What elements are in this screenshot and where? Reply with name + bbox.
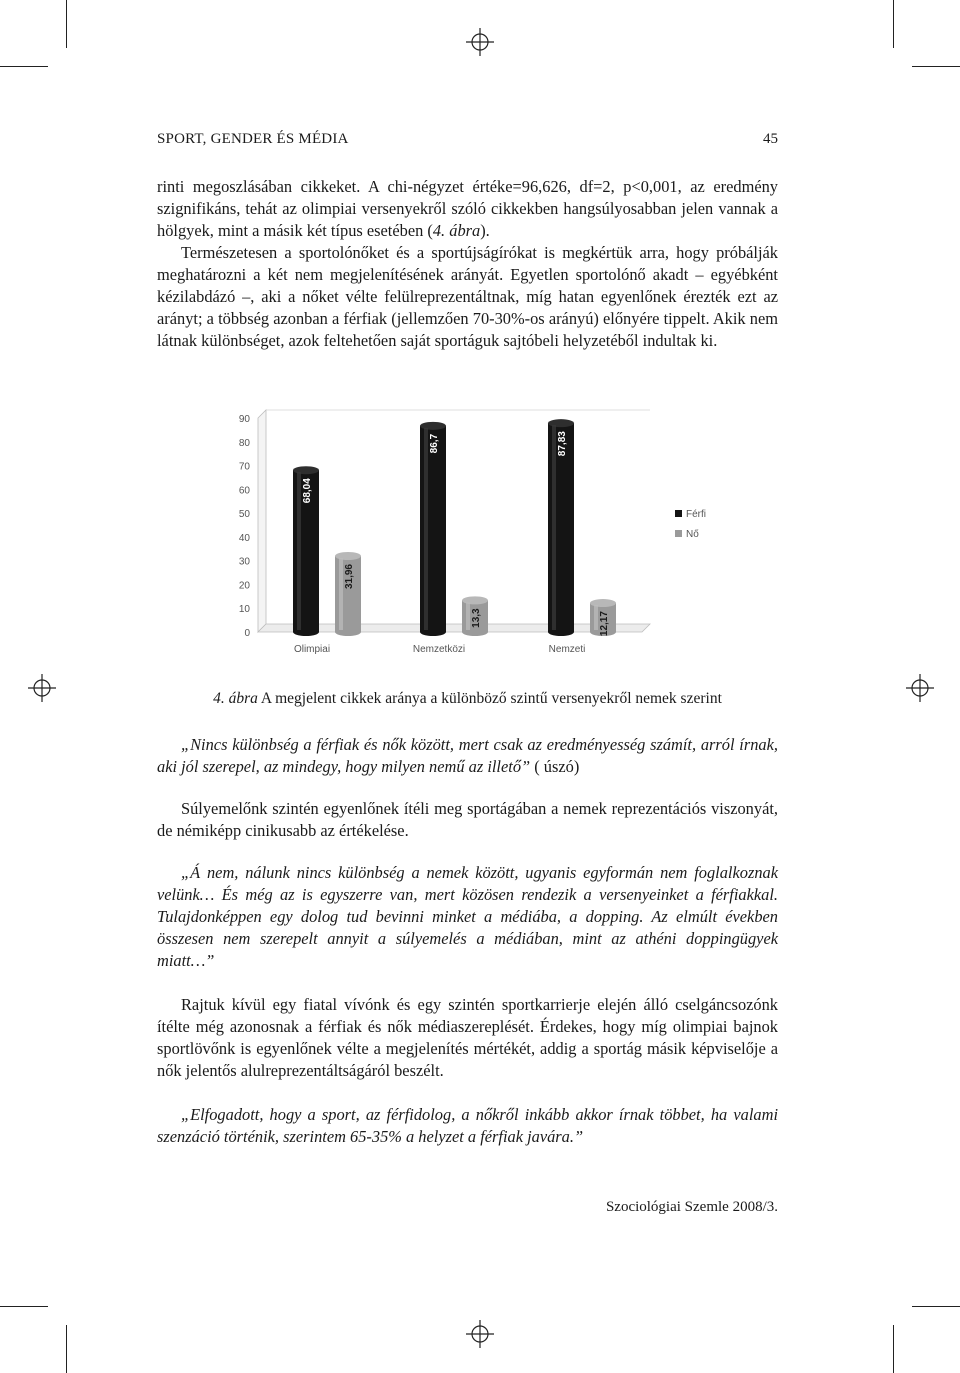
bar-top (462, 596, 488, 604)
paragraph-text: ). (480, 221, 490, 240)
bar-top (420, 422, 446, 430)
chart-bars (293, 419, 616, 636)
bar-nő (590, 599, 616, 636)
data-label: 86,7 (429, 433, 440, 454)
bar-base (548, 628, 574, 636)
crop-mark (0, 1306, 48, 1307)
quote-attribution: ( úszó) (530, 757, 580, 776)
bar-top (335, 552, 361, 560)
legend-label: Férfi (686, 509, 706, 520)
data-label: 12,17 (599, 611, 610, 637)
legend-label: Nő (686, 529, 699, 540)
paragraph: Rajtuk kívül egy fiatal vívónk és egy szintén sportkarrierje elején álló cselgáncsozónk ítélte még azonosnak a férfiak és nők médiaszereplését. Érdekes, hogy míg olimpiai bajnok sportlövőnk is egyenlőnek vélte a megjelenítés mértékét, addig a sportág másik képviselője a nők jelentős alulreprezentáltságáról beszélt. (157, 995, 778, 1080)
crop-mark (912, 66, 960, 67)
y-tick-label: 30 (238, 556, 250, 568)
bar-nő (335, 552, 361, 636)
bar-highlight (297, 472, 301, 630)
data-label: 13,3 (471, 608, 482, 628)
bar-férfi (420, 422, 446, 636)
bar-highlight (552, 425, 556, 630)
crop-mark (912, 1306, 960, 1307)
bar-body (420, 426, 446, 632)
crop-mark (0, 66, 48, 67)
y-tick-label: 20 (238, 580, 250, 592)
data-label: 68,04 (302, 478, 313, 504)
figure-caption-text: A megjelent cikkek aránya a különböző szintű versenyekről nemek szerint (257, 690, 722, 707)
bar-base (462, 628, 488, 636)
legend (675, 509, 706, 540)
quote: „Elfogadott, hogy a sport, az férfidolog, a nőkről inkább akkor írnak többet, ha valami szenzáció történik, szerintem 65-35% a helyzet a férfiak javára.” (157, 1105, 778, 1146)
paragraph: Súlyemelőnk szintén egyenlőnek ítéli meg sportágában a nemek reprezentációs viszonyát, de némiképp cinikusabb az értékelése. (157, 799, 778, 840)
y-tick-label: 10 (238, 604, 250, 616)
y-tick-label: 70 (238, 461, 250, 473)
crop-mark (893, 0, 894, 48)
quote (157, 734, 778, 778)
y-tick-label: 50 (238, 509, 250, 521)
data-label: 31,96 (344, 564, 355, 590)
bar-chart (220, 405, 740, 665)
bar-highlight (466, 602, 470, 630)
bar-base (293, 628, 319, 636)
x-axis-labels (294, 644, 585, 655)
y-tick-label: 90 (238, 414, 250, 425)
registration-mark-icon (906, 674, 934, 702)
crop-mark (66, 1325, 67, 1373)
data-label: 87,83 (557, 431, 568, 457)
crop-mark (893, 1325, 894, 1373)
y-tick-label: 40 (238, 532, 250, 544)
registration-mark-icon (28, 674, 56, 702)
x-tick-label: Nemzeti (548, 644, 586, 655)
y-tick-label: 0 (244, 628, 250, 639)
legend-swatch (675, 510, 682, 517)
bar-base (420, 628, 446, 636)
paragraph: Természetesen a sportolónőket és a sportújságírókat is megkértük arra, hogy próbálják meghatározni a két nem megjelenítésének arányát. Egyetlen sportolónő akadt – egyébként kézilabdázó –, aki a nőket vélte felülreprezentáltnak, míg hatan egyenlőnek érezték ezt az arányt; a többség azonban a férfiak (jellemzően 70-30%-os arányú) előnyére tippelt. Akik nem látnak különbséget, azok feltehetően saját sportáguk sajtóbeli helyzetéből indultak ki. (157, 243, 778, 350)
bar-férfi (293, 466, 319, 636)
bar-highlight (594, 605, 598, 630)
figure-reference: 4. ábra (432, 221, 481, 240)
quote-text: „Nincs különbség a férfiak és nők között, mert csak az eredményesség számít, arról írnak, aki jól szerepel, az mindegy, hogy milyen nemű az illető” (157, 735, 778, 776)
bar-nő (462, 596, 488, 636)
registration-mark-icon (466, 28, 494, 56)
bar-top (293, 466, 319, 474)
legend-swatch (675, 530, 682, 537)
x-tick-label: Nemzetközi (412, 644, 466, 655)
running-title: SPORT, GENDER ÉS MÉDIA (157, 131, 349, 147)
journal-footer: Szociológiai Szemle 2008/3. (605, 1199, 778, 1215)
page-number: 45 (763, 131, 778, 147)
y-tick-label: 60 (238, 485, 250, 497)
x-tick-label: Olimpiai (293, 644, 331, 655)
registration-mark-icon (466, 1320, 494, 1348)
y-tick-label: 80 (238, 437, 250, 449)
figure-label: 4. ábra (213, 690, 258, 707)
figure-caption (157, 690, 778, 708)
bar-highlight (339, 558, 343, 630)
bar-top (548, 419, 574, 427)
bar-highlight (424, 428, 428, 630)
paragraph-text: rinti megoszlásában cikkeket. A chi-négyzet értéke=96,626, df=2, p<0,001, az eredmény szignifikáns, tehát az olimpiai versenyekről szóló cikkekben hangsúlyosabban jelen vannak a hölgyek, mint a másik két típus esetében ( (157, 177, 778, 240)
bar-top (590, 599, 616, 607)
quote: „Á nem, nálunk nincs különbség a nemek között, ugyanis egyformán nem foglalkoznak velünk… És még az is egyszerre van, mert közösen rendezik a versenyeinket a férfiakkal. Tulajdonképpen egy dolog tud bevinni minket a médiába, a dopping. Az elmúlt években összesen nem szerepelt annyit a súlyemelés a médiában, mint az athéni doppingügyek miatt…” (157, 863, 778, 970)
paragraph (157, 176, 778, 242)
bar-férfi (548, 419, 574, 636)
chart-side-wall (258, 410, 266, 632)
bar-base (335, 628, 361, 636)
crop-mark (66, 0, 67, 48)
